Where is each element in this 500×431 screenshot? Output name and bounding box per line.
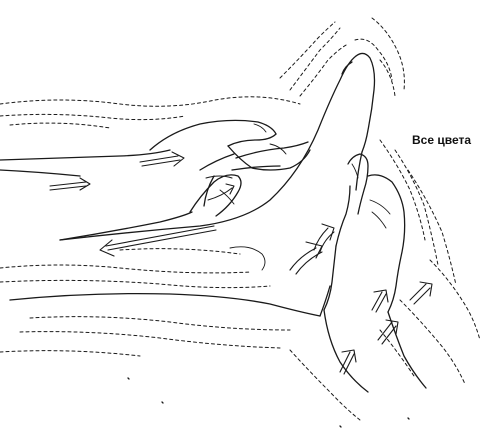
arrow-ankle [290,242,322,274]
right-hand [324,154,426,392]
arrow-sole-up [314,224,334,252]
left-hand [0,120,310,240]
arrow-curve-thumb [206,176,234,200]
energy-field-bottom [0,249,360,420]
arrow-forearm-4 [340,350,356,374]
speckles [128,378,409,427]
caption-text: Все цвета [412,133,472,147]
energy-field-top-left [0,97,300,128]
arrow-right-forearm [50,178,90,190]
energy-field-top [280,18,404,96]
energy-field-right [380,140,480,384]
arrow-forearm-2 [372,290,388,312]
arrow-forearm-1 [410,282,432,304]
